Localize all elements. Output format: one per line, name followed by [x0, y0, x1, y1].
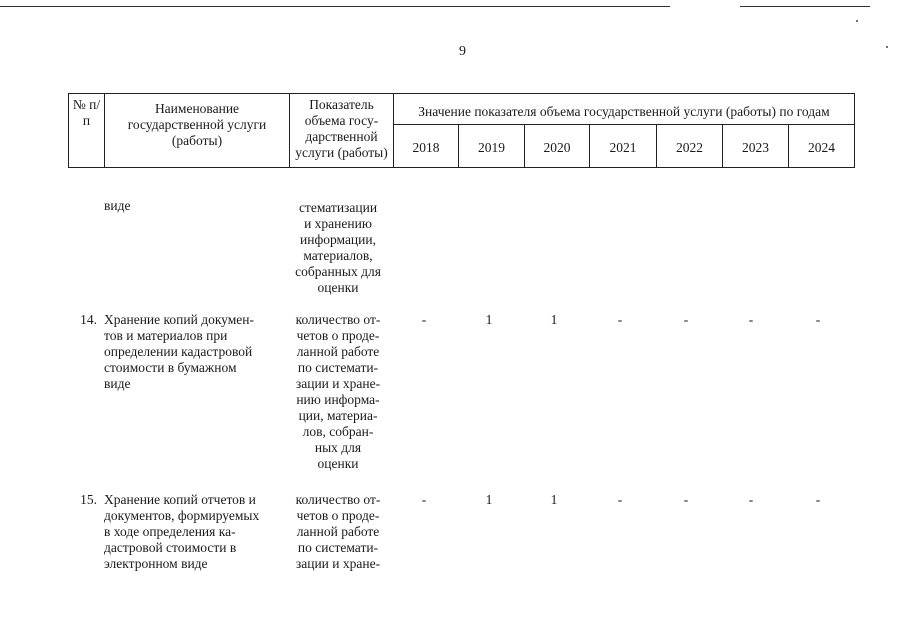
row-name: Хранение копий докумен- тов и материалов при определении кадастровой стоимости в бумажном виде	[104, 312, 255, 391]
row-value: -	[748, 492, 754, 507]
row-indicator: стематизации и хранению информации, материалов, собранных для оценки	[295, 200, 381, 295]
row-indicator: количество от- четов о проде- ланной работе по системати- зации и хране-	[295, 492, 381, 571]
row-value: 1	[550, 492, 558, 507]
header-num: № п/п	[69, 94, 105, 168]
row-value: 1	[485, 312, 493, 327]
scan-speck	[856, 20, 858, 22]
header-year: 2022	[657, 125, 723, 168]
row-name: виде	[104, 198, 131, 213]
page-number: 9	[459, 44, 466, 59]
row-name: Хранение копий отчетов и документов, формируемых в ходе определения ка- дастровой стоимости в электронном виде	[104, 492, 260, 571]
row-value: -	[421, 492, 427, 507]
header-year: 2018	[394, 125, 459, 168]
table-header	[68, 93, 855, 168]
header-year: 2021	[590, 125, 657, 168]
header-values-group: Значение показателя объема государственной услуги (работы) по годам	[394, 94, 855, 125]
row-value: -	[815, 492, 821, 507]
header-year: 2019	[459, 125, 525, 168]
header-year: 2020	[525, 125, 590, 168]
row-value: -	[617, 492, 623, 507]
row-number: 14.	[80, 312, 97, 327]
top-border-line	[0, 6, 670, 7]
header-year: 2024	[789, 125, 855, 168]
header-year: 2023	[723, 125, 789, 168]
row-value: -	[815, 312, 821, 327]
row-value: 1	[550, 312, 558, 327]
top-border-line-right	[740, 6, 870, 7]
row-value: -	[748, 312, 754, 327]
row-value: -	[683, 312, 689, 327]
header-name: Наименование государственной услуги (работы)	[105, 94, 290, 168]
row-value: 1	[485, 492, 493, 507]
row-value: -	[617, 312, 623, 327]
row-value: -	[683, 492, 689, 507]
row-number: 15.	[80, 492, 97, 507]
row-value: -	[421, 312, 427, 327]
header-indicator: Показатель объема госу-дарственной услуги (работы)	[290, 94, 394, 168]
row-indicator: количество от- четов о проде- ланной работе по системати- зации и хране- нию информа- ции, материа- лов, собран- ных для оценки	[295, 312, 381, 471]
